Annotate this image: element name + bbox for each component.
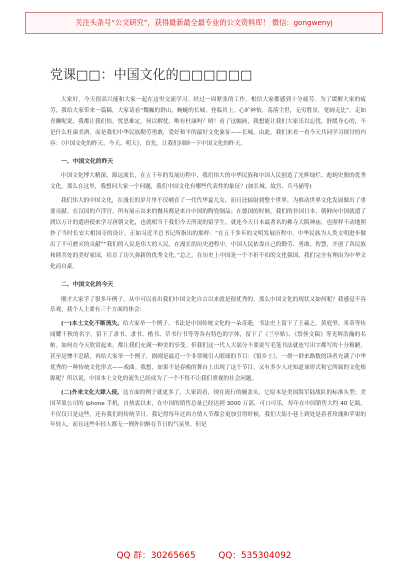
paragraph-today-intro: 刚才大家学了很多年例子，从中可以看出我们中国文化自古以来就是很优秀的，那么中国文化的现状又如何呢？我感觉不容乐观，我个人主要有三个方面的体会： [50,296,366,314]
page-title: 党课□□：中国文化的□□□□□□ [50,68,253,83]
paragraph-intro: 大家好，今天很高兴能和大家一起在这里交流学习。经过一周紧张的工作，相信大家都感到十分疲劳。为了缓解大家的疲劳，我给大家带来一篇稿，大家请看“魏巍的群山，蜿蜒的长城，登临其上，心旷神怡，荡落尘世，无穷胜景，宽阔无比”。走如青狮呢说，我都让我们惊，忧思难定，何以解忧，唯有杜康吗？晴！看了这幅画，我想能让我们大家乐以忘忧，舒缓身心的，不是什么杜康美酒，而是我们中华民族勤劳勇敢，爱好和平的最好文化象征——长城。由此，我们来看一看今天共同学习探讨的内容：《中国文化的昨天、今天、明天》，首先，让我们回顾一下中国文化的昨天。 [50,97,366,147]
heading-yesterday: 一、中国文化的昨天 [61,158,114,165]
paragraph-yesterday-1: 中国文化博大精深，源远流长，在五千年的发展历程中，我们伟大的中华民族和中国人民创造了光辉灿烂、彪炳史册的优秀文化，那么在这里，我想问大家一个问题，我们中国文化有哪些代表性的象征？(如长城、故宫、兵马俑等) [50,173,366,191]
subheading-culture-loss: (一)本土文化不断流失。 [61,321,123,328]
qq-number: QQ：535304092 [218,551,292,561]
document-body [50,95,366,431]
heading-today: 二、中国文化的今天 [61,281,114,288]
paragraph-foreign-invasion [50,388,366,432]
subheading-foreign-invasion: (二)外来文化大肆入侵。 [61,389,123,396]
contact-footer [0,548,408,561]
promo-banner: 关注头条号“公文研究”，获得最新最全最专业的公文资料库！ 微信：gongwenyj [25,12,383,34]
qq-group-number: QQ 群：30265665 [116,551,196,561]
paragraph-yesterday-2: 我们伟大的中国文化，在漫长的岁月里不仅哺育了一代代华夏儿女，而且还辐射到整个世界，为推动世界文化发展做出了重要贡献。在汉国的卢浮宫，所有展示出来的餐具都是来自中国的陶瓷制品；在德国的时候，我们的非国日本、朝鲜向中国就遣了渡以万计的遣唐使来学习唐朝文化，也就相当于我们今天所说的留学生。就连今天日本最著名的佛寺大阪神庙，也照样不动地照抄了当时长安大相国寺的设计。正如习近平总书记所指出的那样：“在五千多年的文明发展历程中，中华民族为人类文明进步做出了不可磨灭的贡献”“我们的人民是伟大的人民，在漫长的历史进程中，中国人民依靠自己的勤劳、勇敢、智慧，开创了各民族和睦共处的美好家园，培育了历久弥新的优秀文化。”总之，在历史上中国是一个不折不扣的文化强国，我们完全有理由为中华文化而自豪。 [50,198,366,270]
paragraph-culture-loss [50,319,366,384]
paragraph-foreign-invasion-text: 这方面的例子就更多了，大家请看，现在流行的碗盖头，它原本是美国海军陆战队的标准头型；美国苹果公司的 iphone 手机，自热衷以来，在中国的销售总量已经达到 3000 万部，可口可乐，每年在中国销售大约 40 亿瓶，不仅仅只是这些，还有我们的传统节日，我记得每年过西方情人节都会更加引得时候，我们大街小巷上到处是着者玫瑰和苹果的年轻人，而且这些年轻人都无一例外识醉在节日的气氛里，但是 [50,389,366,429]
paragraph-culture-loss-text: 给大家举一个例子，书法是中国传统文化的一朵奇葩，书法史上留下了王羲之、黄庭坚、米蒂等传闻耀千秋的名字，留下了隶书、隶书、楷书、草书行书等等各有特色的字体，留下了《兰亭贴》、《祭侄文稿》等光辉浩瀚的名帖。如何在今天欣赏起来，都让我们充满一种美的享受。但我们这一代人大部分不要说写毛笔书法就连写出字都写的十分粗陋，甚至是惨不忍睹，再给大家举一个例子，剧剧是最近一个非常吸引人眼球的节目：《很乡土》，一群一群来路数的读者充满了中华优秀的一种传统文化形式——戏曲。我想，如果不是春晚的舞台上出现了这个节目，又有多少人还知道该形式和它所属的文化根源呢？所以说，中国本土文化的流失已经成为了一个不得不让我们重视的社会问题。 [50,321,366,382]
